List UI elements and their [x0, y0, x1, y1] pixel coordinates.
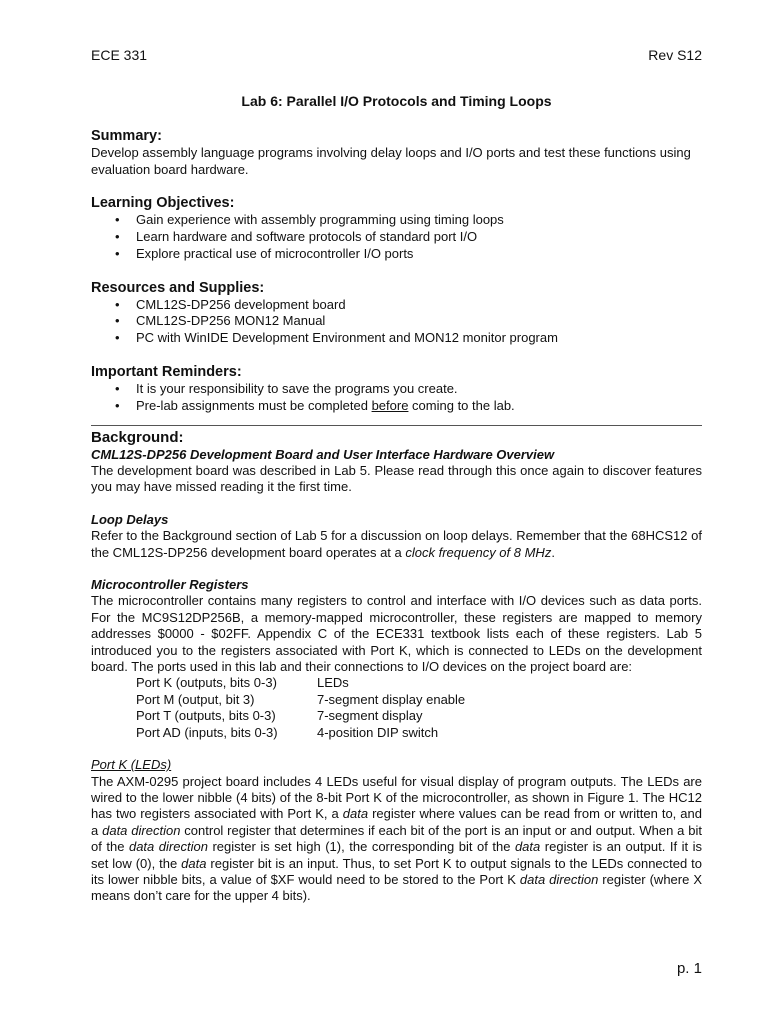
paragraph-text: . — [551, 544, 555, 560]
paragraph-text: register (where X means don’t care for the upper 4 bits). — [91, 871, 702, 904]
port-name: Port M (output, bit 3) — [136, 691, 255, 707]
summary-heading: Summary: — [91, 128, 162, 145]
board-text: The development board was described in Lab 5. Please read through this once again to discover features you may have missed reading it the first time. — [91, 463, 702, 495]
paragraph-text: Refer to the Background section of Lab 5 for a discussion on loop delays. Remember that the 68HCS12 of the CML12S-DP256 development board operates at a — [91, 528, 702, 560]
underlined-text: before — [371, 397, 409, 413]
page-number: p. 1 — [676, 960, 702, 977]
underlined-text: Port K (LEDs) — [91, 757, 172, 773]
italic-text: data — [181, 855, 207, 871]
port-name: Port AD (inputs, bits 0-3) — [136, 724, 278, 740]
document-body — [91, 93, 702, 905]
paragraph-text: The AXM-0295 project board includes 4 LEDs useful for visual display of program outputs. The LEDs are wired to the lower nibble (4 bits) of the 8-bit Port K of the microcontroller, as shown in Figure 1. The HC12 has two registers associated with Port K, a — [91, 773, 702, 822]
reminder-text: coming to the lab. — [408, 397, 515, 413]
list-item: • Explore practical use of microcontroller I/O ports — [136, 246, 702, 263]
registers-text: The microcontroller contains many registers to control and interface with I/O devices such as data ports. For the MC9S12DP256B, a memory-mapped microcontroller, these registers are mapped to memory addresses $0000 - $02FF. Appendix C of the ECE331 textbook lists each of these registers. Lab 5 introduced you to the registers associated with Port K, which is connected to LEDs on the development board. The ports used in this lab and their connections to I/O devices on the project board are: — [91, 593, 702, 675]
resources-list — [91, 297, 702, 347]
reminders-heading: Important Reminders: — [91, 364, 242, 380]
italic-text: data direction — [519, 871, 599, 887]
board-subheading: CML12S-DP256 Development Board and User Interface Hardware Overview — [91, 446, 555, 462]
italic-text: data direction — [102, 822, 181, 838]
port-device: LEDs — [317, 675, 349, 691]
table-row — [136, 692, 702, 708]
header-revision: Rev S12 — [648, 47, 702, 63]
header-course: ECE 331 — [91, 47, 148, 63]
summary-text: Develop assembly language programs involving delay loops and I/O ports and test these functions using evaluation board hardware. — [91, 145, 691, 177]
list-item: • It is your responsibility to save the programs you create. — [136, 381, 702, 398]
table-row — [136, 708, 702, 724]
ports-table — [136, 675, 702, 741]
list-item: • CML12S-DP256 development board — [136, 297, 702, 314]
port-device: 7-segment display enable — [317, 691, 466, 707]
portk-text — [91, 774, 702, 905]
paragraph-text: register is an output. If it is set low (0), the — [91, 839, 702, 871]
port-device: 7-segment display — [317, 708, 423, 724]
paragraph-text: register is set high (1), the corresponding bit of the — [207, 839, 515, 855]
table-row — [136, 725, 702, 741]
loop-delays-subheading: Loop Delays — [91, 511, 169, 527]
italic-text: data direction — [128, 839, 208, 855]
list-item: • PC with WinIDE Development Environment and MON12 monitor program — [136, 330, 702, 347]
loop-delays-text — [91, 528, 702, 561]
italic-text: data — [514, 839, 541, 855]
italic-text: data — [342, 806, 369, 822]
objectives-heading: Learning Objectives: — [91, 195, 235, 212]
reminders-list — [91, 381, 702, 415]
port-name: Port T (outputs, bits 0-3) — [136, 708, 276, 724]
page-title: Lab 6: Parallel I/O Protocols and Timing Loops — [241, 93, 552, 109]
section-divider — [91, 425, 702, 447]
list-item: • Learn hardware and software protocols of standard port I/O — [136, 229, 702, 246]
resources-heading: Resources and Supplies: — [91, 279, 265, 296]
reminder-text: Pre-lab assignments must be completed — [136, 397, 372, 413]
list-item — [136, 398, 702, 415]
paragraph-text: register where values can be read from or written to, and a — [91, 806, 702, 838]
paragraph-text: control register that determines if each bit of the port is an input or and output. When a bit of the — [91, 822, 702, 855]
list-item: • CML12S-DP256 MON12 Manual — [136, 313, 702, 330]
port-device: 4-position DIP switch — [317, 724, 439, 740]
portk-subheading — [91, 757, 702, 773]
table-row — [136, 675, 702, 691]
objectives-list — [91, 212, 702, 262]
paragraph-text: register bit is an input. Thus, to set Port K to output signals to the LEDs connected to its lower nibble bits, a value of $XF would need to be stored to the Port K — [91, 855, 703, 887]
list-item: • Gain experience with assembly programming using timing loops — [136, 212, 702, 229]
registers-subheading: Microcontroller Registers — [91, 577, 249, 593]
background-heading: Background: — [91, 428, 184, 446]
italic-text: clock frequency of 8 MHz — [405, 544, 552, 560]
port-name: Port K (outputs, bits 0-3) — [136, 675, 277, 691]
